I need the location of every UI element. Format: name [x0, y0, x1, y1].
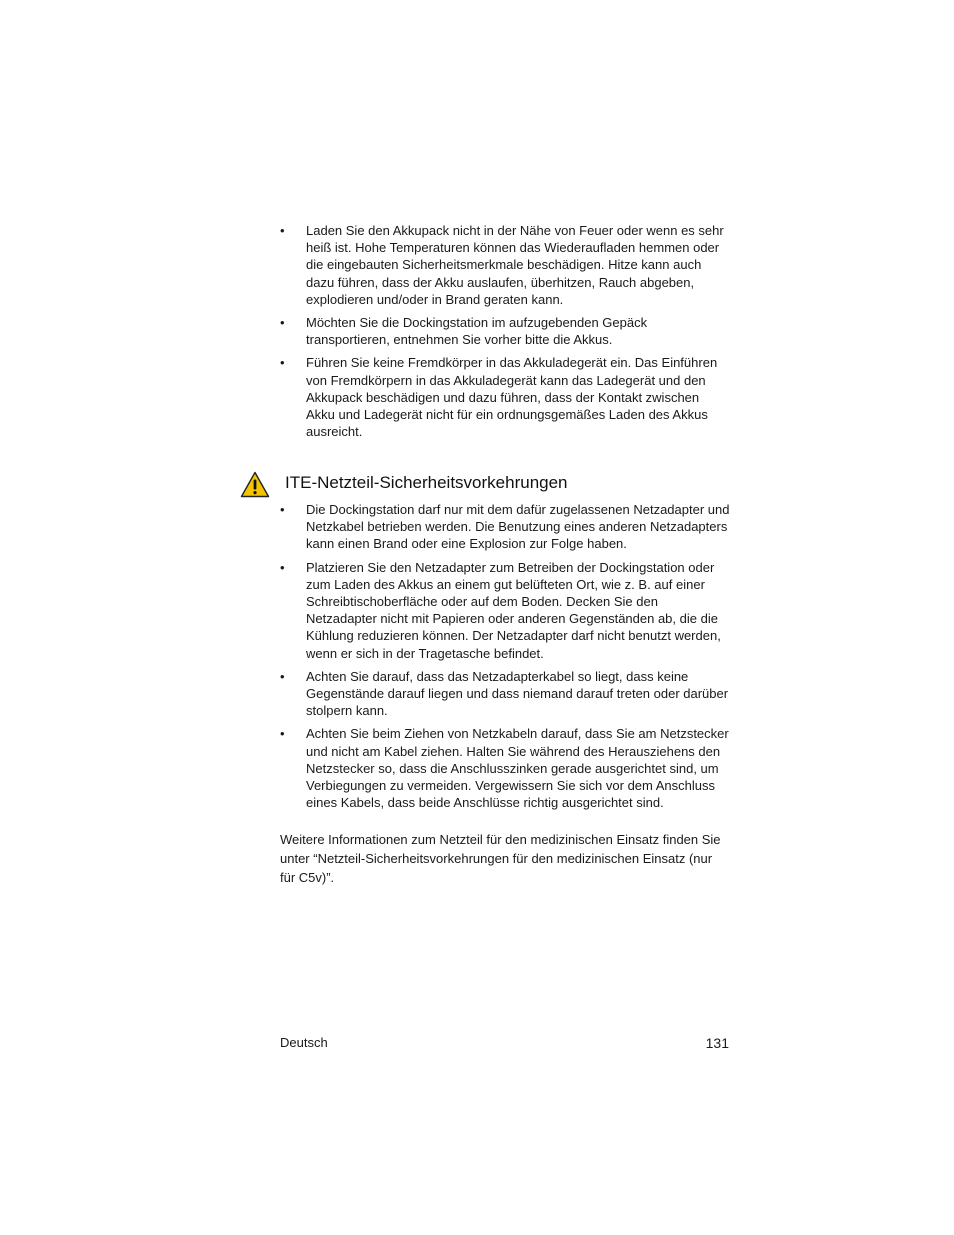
list-item: [280, 668, 730, 720]
bullet-marker: •: [280, 223, 285, 238]
bullet-marker: •: [280, 315, 285, 331]
section-heading-row: [240, 470, 740, 500]
list-item: [280, 314, 730, 348]
bullet-marker: •: [280, 502, 285, 517]
bullet-marker: •: [280, 559, 285, 575]
list-item-text: Die Dockingstation darf nur mit dem dafür zugelassenen Netzadapter und Netzkabel betrieben werden. Die Benutzung eines anderen Netzadapters kann einen Brand oder eine Explosion zur Folge haben.: [306, 502, 730, 552]
bullet-marker: •: [280, 726, 285, 742]
footer-language: Deutsch: [280, 1035, 328, 1050]
list-item-text: Laden Sie den Akkupack nicht in der Nähe von Feuer oder wenn es sehr heiß ist. Hohe Temperaturen können das Wiederaufladen hemmen oder die eingebauten Sicherheitsmerkmale beschädigen. Hitze kann auch dazu führen, dass der Akku auslaufen, überhitzen, Rauch abgeben, explodieren und/oder in Brand geraten kann.: [306, 223, 724, 307]
list-item: [280, 559, 730, 662]
list-item: [280, 222, 730, 308]
list-item-text: Achten Sie darauf, dass das Netzadapterkabel so liegt, dass keine Gegenstände darauf liegen und dass niemand darauf treten oder darüber stolpern kann.: [306, 668, 729, 719]
bullet-list: [280, 222, 730, 440]
body-paragraph: Weitere Informationen zum Netzteil für den medizinischen Einsatz finden Sie unter “Netzteil-Sicherheitsvorkehrungen für den medizinischen Einsatz (nur für C5v)”.: [280, 832, 721, 885]
bullet-marker: •: [280, 355, 285, 371]
battery-safety-list: [280, 222, 730, 446]
list-item-text: Führen Sie keine Fremdkörper in das Akkuladegerät ein. Das Einführen von Fremdkörpern in das Akkuladegerät kann das Ladegerät und den Akkupack beschädigen und dazu führen, dass der Kontakt zwischen Akku und Ladegerät nicht für ein ordnungsgemäßes Laden des Akkus ausreicht.: [306, 355, 718, 440]
section-heading: ITE-Netzteil-Sicherheitsvorkehrungen: [285, 473, 568, 492]
list-item: [280, 354, 730, 440]
further-info-paragraph: [280, 830, 730, 887]
list-item-text: Achten Sie beim Ziehen von Netzkabeln darauf, dass Sie am Netzstecker und nicht am Kabel ziehen. Halten Sie während des Herausziehens den Netzstecker so, dass die Anschlusszinken gerade ausgerichtet sind, um Verbiegungen zu vermeiden. Vergewissern Sie sich vor dem Anschluss eines Kabels, dass beide Anschlüsse richtig ausgerichtet sind.: [306, 726, 729, 811]
list-item-text: Platzieren Sie den Netzadapter zum Betreiben der Dockingstation oder zum Laden des Akkus an einem gut belüfteten Ort, wie z. B. auf einer Schreibtischoberfläche oder auf dem Boden. Decken Sie den Netzadapter nicht mit Papieren oder anderen Gegenständen ab, die die Kühlung reduzieren können. Der Netzadapter darf nicht benutzt werden, wenn er sich in der Tragetasche befindet.: [306, 559, 721, 661]
list-item: [280, 725, 730, 811]
power-adapter-safety-list: [280, 501, 730, 817]
page-number: 131: [705, 1035, 729, 1051]
list-item-text: Möchten Sie die Dockingstation im aufzugebenden Gepäck transportieren, entnehmen Sie vorher bitte die Akkus.: [306, 315, 648, 348]
bullet-list: [280, 501, 730, 811]
list-item: [280, 501, 730, 553]
warning-triangle-icon: [240, 471, 270, 498]
bullet-marker: •: [280, 668, 285, 684]
